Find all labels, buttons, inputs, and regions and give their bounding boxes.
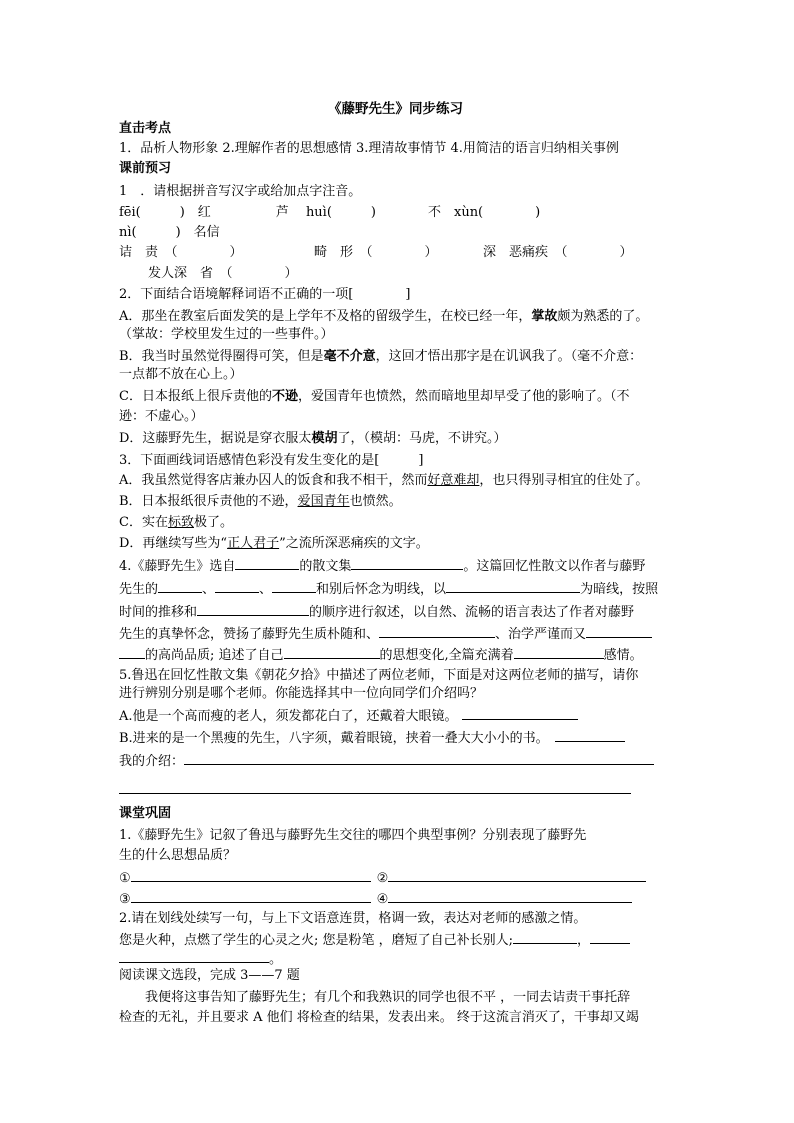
blank-field[interactable] — [235, 557, 299, 570]
question-5-my-intro: 我的介绍： — [119, 752, 654, 770]
question-5-prompt-1: 5.鲁迅在回忆性散文集《朝花夕拾》中描述了两位老师，下面是对这两位老师的描写，请你 — [119, 668, 639, 683]
question-3-option-a: A．我虽然觉得客店兼办囚人的饭食和我不相干，然而好意难却，也只得别寻相宜的住处了。 — [119, 473, 649, 488]
blank-field[interactable] — [131, 890, 371, 903]
question-1-prompt: 1 ．请根据拼音写汉字或给加点字注音。 — [119, 184, 362, 199]
question-4-line-5: 的高尚品质; 追述了自己 的思想变化,全篇充满着 感情。 — [119, 646, 643, 664]
question-4-line-4: 先生的真挚怀念，赞扬了藤野先生质朴随和、 、治学严谨而又 — [119, 625, 652, 643]
question-2-option-b-note: 一点都不放在心上。） — [119, 367, 243, 382]
blank-field[interactable] — [388, 869, 646, 882]
consolidation-question-2-line-3: 。 — [119, 950, 282, 968]
blank-field[interactable] — [446, 580, 580, 593]
question-4-line-2: 先生的 、 、 和别后怀念为明线，以 为暗线，按照 — [119, 582, 659, 597]
pinyin-line-2: nì( ) 名信 — [119, 225, 220, 240]
question-3-option-d: D．再继续写些为“正人君子”之流所深恶痛疾的文字。 — [119, 536, 429, 551]
question-2-option-a: A．那坐在教室后面发笑的是上学年不及格的留级学生，在校已经一年，掌故颇为熟悉的了。 — [119, 309, 649, 324]
blank-field[interactable] — [131, 869, 371, 882]
question-2-option-c-note: 逊：不虚心。） — [119, 409, 204, 424]
blank-field[interactable] — [215, 580, 259, 593]
consolidation-question-1-line-1: 1.《藤野先生》记叙了鲁迅与藤野先生交往的哪四个典型事例？分别表现了藤野先 — [119, 828, 587, 843]
blank-field[interactable] — [590, 931, 630, 944]
question-2-option-d: D．这藤野先生，据说是穿衣服太模胡了，（模胡：马虎，不讲究。） — [119, 431, 507, 446]
pinyin-line-4: 发人深 省 （ ） — [148, 266, 298, 281]
blank-field[interactable] — [462, 707, 578, 720]
blank-field[interactable] — [388, 890, 632, 903]
blank-field[interactable] — [555, 729, 625, 742]
question-4-line-1: 4.《藤野先生》选自 的散文集 。这篇回忆性散文以作者与藤野 — [119, 559, 646, 574]
blank-field[interactable] — [158, 580, 202, 593]
pinyin-line-1: fēi( ) 红 芦 huì( ) 不 xùn( ) — [119, 205, 541, 220]
pinyin-line-3: 诘 责 （ ） 畸 形 （ ） 深 恶痛疾 （ ） — [119, 245, 633, 260]
blank-field[interactable] — [379, 625, 495, 638]
blank-field[interactable] — [119, 950, 269, 963]
consolidation-question-1-line-2: 生的什么思想品质？ — [119, 848, 237, 863]
answer-rule[interactable] — [119, 793, 631, 794]
page-title: 《藤野先生》同步练习 — [328, 101, 463, 117]
consolidation-question-2: 2.请在划线处续写一句，与上下文语意连贯，格调一致，表达对老师的感激之情。 — [119, 911, 587, 926]
blank-field[interactable] — [586, 625, 652, 638]
question-4-line-3: 时间的推移和 的顺序进行叙述，以自然、流畅的语言表达了作者对藤野 — [119, 605, 635, 620]
blank-field[interactable] — [119, 646, 145, 659]
question-3-prompt: 3．下面画线词语感情色彩没有发生变化的是[ ] — [119, 453, 424, 468]
reading-instruction: 阅读课文选段，完成 3——7 题 — [119, 968, 300, 983]
question-5-option-a: A.他是一个高而瘦的老人，须发都花白了，还戴着大眼镜。 — [119, 707, 578, 725]
blank-field[interactable] — [184, 752, 654, 765]
question-3-option-b: B．日本报纸很斥责他的不逊，爱国青年也愤然。 — [119, 494, 402, 509]
reading-passage-line-1: 我便将这事告知了藤野先生；有几个和我熟识的同学也很不平 ，一同去诘责干事托辞 — [119, 990, 631, 1005]
section-heading-preview: 课前预习 — [119, 161, 172, 176]
reading-passage-line-2: 检查的无礼，并且要求 A 他们 将检查的结果，发表出来。 终于这流言消灭了，干事却又竭 — [119, 1010, 639, 1025]
question-2-prompt: 2．下面结合语境解释词语不正确的一项[ ] — [119, 287, 411, 302]
section-heading-key-points: 直击考点 — [119, 121, 172, 136]
blank-field[interactable] — [514, 646, 604, 659]
key-points-text: 1．品析人物形象 2.理解作者的思想感情 3.理清故事情节 4.用简洁的语言归纳相关事例 — [119, 141, 619, 156]
question-5-prompt-2: 进行辨别分别是哪个老师。你能选择其中一位向同学们介绍吗？ — [119, 686, 484, 701]
blank-field[interactable] — [351, 557, 463, 570]
consolidation-question-2-line-2: 您是火种，点燃了学生的心灵之火; 您是粉笔 ，磨短了自己补长别人; ， — [119, 931, 630, 949]
question-2-option-a-note: （掌故：学校里发生过的一些事件。） — [119, 327, 334, 342]
question-2-option-c: C．日本报纸上很斥责他的不逊，爱国青年也愤然，然而暗地里却早受了他的影响了。（不 — [119, 389, 630, 404]
answer-row-1: ① ② — [119, 869, 646, 887]
answer-row-2: ③ ④ — [119, 890, 632, 908]
blank-field[interactable] — [284, 646, 380, 659]
blank-field[interactable] — [197, 603, 309, 616]
section-heading-consolidation: 课堂巩固 — [119, 806, 172, 821]
question-5-option-b: B.进来的是一个黑瘦的先生，八字须，戴着眼镜，挟着一叠大大小小的书。 — [119, 729, 625, 747]
question-2-option-b: B．我当时虽然觉得圈得可笑，但是毫不介意，这回才悟出那字是在讥讽我了。（毫不介意： — [119, 349, 643, 364]
blank-field[interactable] — [513, 931, 577, 944]
question-3-option-c: C．实在标致极了。 — [119, 515, 233, 530]
blank-field[interactable] — [272, 580, 316, 593]
